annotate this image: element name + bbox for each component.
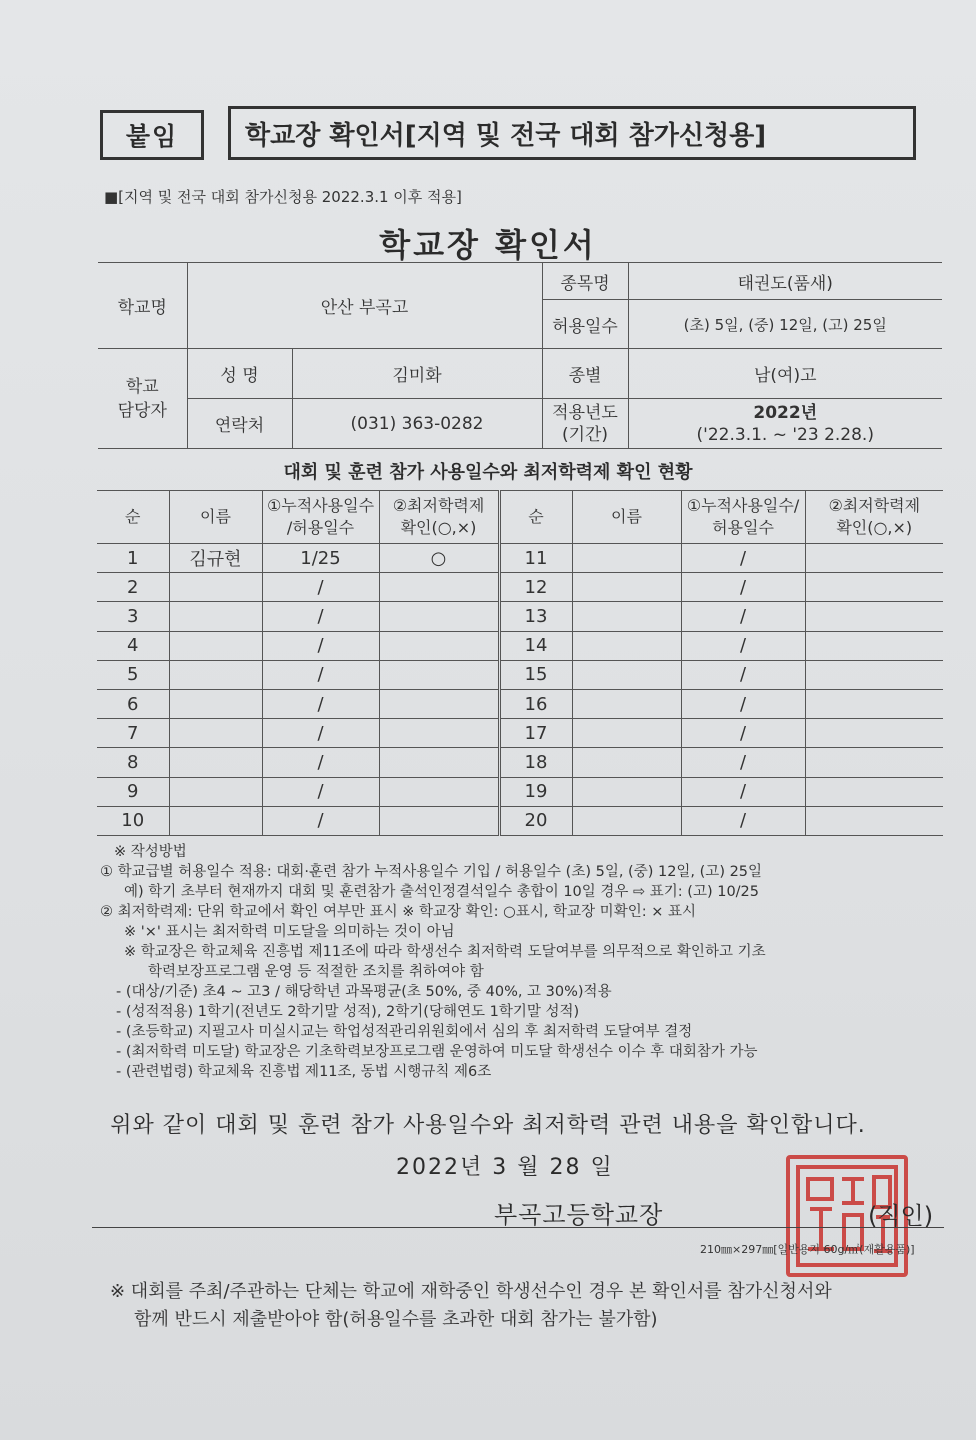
student-name-cell: [572, 777, 681, 806]
days-value: (초) 5일, (중) 12일, (고) 25일: [628, 300, 942, 349]
note-line: ※ 학교장은 학교체육 진흥법 제11조에 따라 학생선수 최저학력 도달여부를 의무적으로 확인하고 기초: [124, 944, 766, 960]
table-row: [97, 806, 943, 835]
academic-check-cell: [805, 631, 943, 660]
header-name-right: 이름: [572, 491, 681, 544]
academic-check-cell: [379, 777, 499, 806]
academic-check-cell: [805, 660, 943, 689]
principal-name: 부곡고등학교장: [494, 1201, 664, 1229]
row-number-cell: 10: [97, 806, 169, 835]
header-no-right: 순: [499, 491, 572, 544]
note-line: - (초등학교) 지필고사 미실시교는 학업성적관리위원회에서 심의 후 최저학력 도달여부 결정: [116, 1024, 693, 1040]
header-days-left: ①누적사용일수 /허용일수: [262, 491, 379, 544]
header-no-left: 순: [97, 491, 169, 544]
days-used-cell: /: [681, 573, 805, 602]
note-line: - (대상/기준) 초4 ~ 고3 / 해당학년 과목평균(초 50%, 중 40%, 고 30%)적용: [116, 984, 612, 1000]
header-check-right: ②최저학력제 확인(○,×): [805, 491, 943, 544]
row-number-cell: 17: [499, 719, 572, 748]
row-number-cell: 11: [499, 544, 572, 573]
academic-check-cell: [805, 689, 943, 718]
row-number-cell: 2: [97, 573, 169, 602]
student-name-cell: 김규현: [169, 544, 262, 573]
row-number-cell: 4: [97, 631, 169, 660]
note-line: ② 최저학력제: 단위 학교에서 확인 여부만 표시 ※ 학교장 확인: ○표시, 학교장 미확인: × 표시: [100, 904, 696, 920]
section-title: 대회 및 훈련 참가 사용일수와 최저학력제 확인 현황: [283, 462, 693, 483]
student-name-cell: [169, 748, 262, 777]
note-line: 학력보장프로그램 운영 등 적절한 조치를 취하여야 함: [148, 964, 484, 980]
days-used-cell: /: [681, 689, 805, 718]
academic-check-cell: [805, 602, 943, 631]
days-used-cell: /: [262, 573, 379, 602]
note-line: ※ '×' 표시는 최저학력 미도달을 의미하는 것이 아님: [124, 924, 455, 940]
academic-check-cell: [379, 660, 499, 689]
row-number-cell: 1: [97, 544, 169, 573]
note-line: - (최저학력 미도달) 학교장은 기초학력보장프로그램 운영하여 미도달 학생선수 이수 후 대회참가 가능: [116, 1044, 758, 1060]
seal-suffix: (직인): [868, 1202, 934, 1230]
days-used-cell: /: [681, 748, 805, 777]
usage-table: [97, 490, 943, 836]
row-number-cell: 9: [97, 777, 169, 806]
subtitle: ■[지역 및 전국 대회 참가신청용 2022.3.1 이후 적용]: [104, 188, 462, 206]
manager-label: 학교 담당자: [98, 349, 187, 449]
academic-check-cell: [379, 748, 499, 777]
student-name-cell: [572, 748, 681, 777]
academic-check-cell: [379, 689, 499, 718]
days-used-cell: /: [681, 660, 805, 689]
header-check-left: ②최저학력제 확인(○,×): [379, 491, 499, 544]
student-name-cell: [169, 806, 262, 835]
note-line: 예) 학기 초부터 현재까지 대회 및 훈련참가 출석인정결석일수 총합이 10일 경우 ⇨ 표기: (고) 10/25: [124, 884, 760, 900]
writing-notes: [100, 842, 950, 1082]
days-used-cell: /: [262, 748, 379, 777]
table-row: [97, 602, 943, 631]
school-value: 안산 부곡고: [187, 263, 542, 349]
days-used-cell: /: [681, 719, 805, 748]
academic-check-cell: [805, 573, 943, 602]
days-used-cell: /: [681, 631, 805, 660]
student-name-cell: [572, 544, 681, 573]
days-used-cell: /: [681, 544, 805, 573]
student-name-cell: [572, 660, 681, 689]
attachment-label: 붙임: [100, 110, 204, 160]
student-name-cell: [169, 689, 262, 718]
academic-check-cell: [805, 777, 943, 806]
event-label: 종목명: [542, 263, 628, 300]
student-name-cell: [572, 719, 681, 748]
days-used-cell: /: [262, 777, 379, 806]
signature-rule: [92, 1227, 944, 1228]
days-used-cell: /: [262, 719, 379, 748]
academic-check-cell: [379, 719, 499, 748]
student-name-cell: [169, 631, 262, 660]
note-line: - (관련법령) 학교체육 진흥법 제11조, 동법 시행규칙 제6조: [116, 1064, 492, 1080]
academic-check-cell: [805, 719, 943, 748]
row-number-cell: 20: [499, 806, 572, 835]
paper-size-note: 210㎜×297㎜[일반용지 60g/㎡(재활용품)]: [700, 1243, 915, 1256]
days-used-cell: /: [262, 660, 379, 689]
academic-check-cell: [379, 806, 499, 835]
name-value: 김미화: [292, 349, 542, 399]
academic-check-cell: [805, 806, 943, 835]
issue-date: 2022년 3 월 28 일: [396, 1155, 614, 1180]
table-row: [97, 689, 943, 718]
row-number-cell: 8: [97, 748, 169, 777]
row-number-cell: 3: [97, 602, 169, 631]
academic-check-cell: [379, 602, 499, 631]
row-number-cell: 7: [97, 719, 169, 748]
note-line: ① 학교급별 허용일수 적용: 대회·훈련 참가 누적사용일수 기입 / 허용일수 (초) 5일, (중) 12일, (고) 25일: [100, 864, 763, 880]
academic-check-cell: [379, 573, 499, 602]
contact-value: (031) 363-0282: [292, 399, 542, 449]
table-row: [97, 748, 943, 777]
gender-label: 종별: [542, 349, 628, 399]
year-value: 2022년 ('22.3.1. ~ '23 2.28.): [628, 399, 942, 449]
table-row: [97, 573, 943, 602]
days-used-cell: /: [262, 602, 379, 631]
confirmation-statement: 위와 같이 대회 및 훈련 참가 사용일수와 최저학력 관련 내용을 확인합니다.: [110, 1113, 866, 1138]
gender-value: 남(여)고: [628, 349, 942, 399]
student-name-cell: [169, 660, 262, 689]
row-number-cell: 18: [499, 748, 572, 777]
student-name-cell: [572, 806, 681, 835]
contact-label: 연락처: [187, 399, 292, 449]
school-label: 학교명: [98, 263, 187, 349]
row-number-cell: 6: [97, 689, 169, 718]
row-number-cell: 12: [499, 573, 572, 602]
row-number-cell: 5: [97, 660, 169, 689]
name-label: 성 명: [187, 349, 292, 399]
days-used-cell: /: [681, 602, 805, 631]
academic-check-cell: [379, 631, 499, 660]
student-name-cell: [572, 689, 681, 718]
table-row: [97, 777, 943, 806]
header-title: 학교장 확인서[지역 및 전국 대회 참가신청용]: [228, 106, 916, 160]
academic-check-cell: [805, 748, 943, 777]
days-used-cell: /: [681, 777, 805, 806]
table-row: [97, 544, 943, 573]
student-name-cell: [572, 631, 681, 660]
document-title: 학교장 확인서: [379, 226, 597, 264]
footnote: ※ 대회를 주최/주관하는 단체는 학교에 재학중인 학생선수인 경우 본 확인서를 참가신청서와 함께 반드시 제출받아야 함(허용일수를 초과한 대회 참가는 불가함): [110, 1281, 832, 1330]
row-number-cell: 16: [499, 689, 572, 718]
academic-check-cell: ○: [379, 544, 499, 573]
days-label: 허용일수: [542, 300, 628, 349]
row-number-cell: 19: [499, 777, 572, 806]
table-row: [97, 660, 943, 689]
note-line: - (성적적용) 1학기(전년도 2학기말 성적), 2학기(당해연도 1학기말 성적): [116, 1004, 580, 1020]
days-used-cell: /: [681, 806, 805, 835]
header-days-right: ①누적사용일수/ 허용일수: [681, 491, 805, 544]
days-used-cell: /: [262, 631, 379, 660]
student-name-cell: [572, 573, 681, 602]
table-row: [97, 719, 943, 748]
year-label: 적용년도 (기간): [542, 399, 628, 449]
days-used-cell: /: [262, 689, 379, 718]
student-name-cell: [169, 602, 262, 631]
row-number-cell: 13: [499, 602, 572, 631]
info-table: [98, 262, 942, 449]
event-value: 태권도(품새): [628, 263, 942, 300]
student-name-cell: [169, 777, 262, 806]
student-name-cell: [169, 573, 262, 602]
student-name-cell: [169, 719, 262, 748]
note-line: ※ 작성방법: [114, 844, 187, 860]
academic-check-cell: [805, 544, 943, 573]
header-name-left: 이름: [169, 491, 262, 544]
days-used-cell: 1/25: [262, 544, 379, 573]
days-used-cell: /: [262, 806, 379, 835]
student-name-cell: [572, 602, 681, 631]
table-row: [97, 631, 943, 660]
row-number-cell: 14: [499, 631, 572, 660]
row-number-cell: 15: [499, 660, 572, 689]
